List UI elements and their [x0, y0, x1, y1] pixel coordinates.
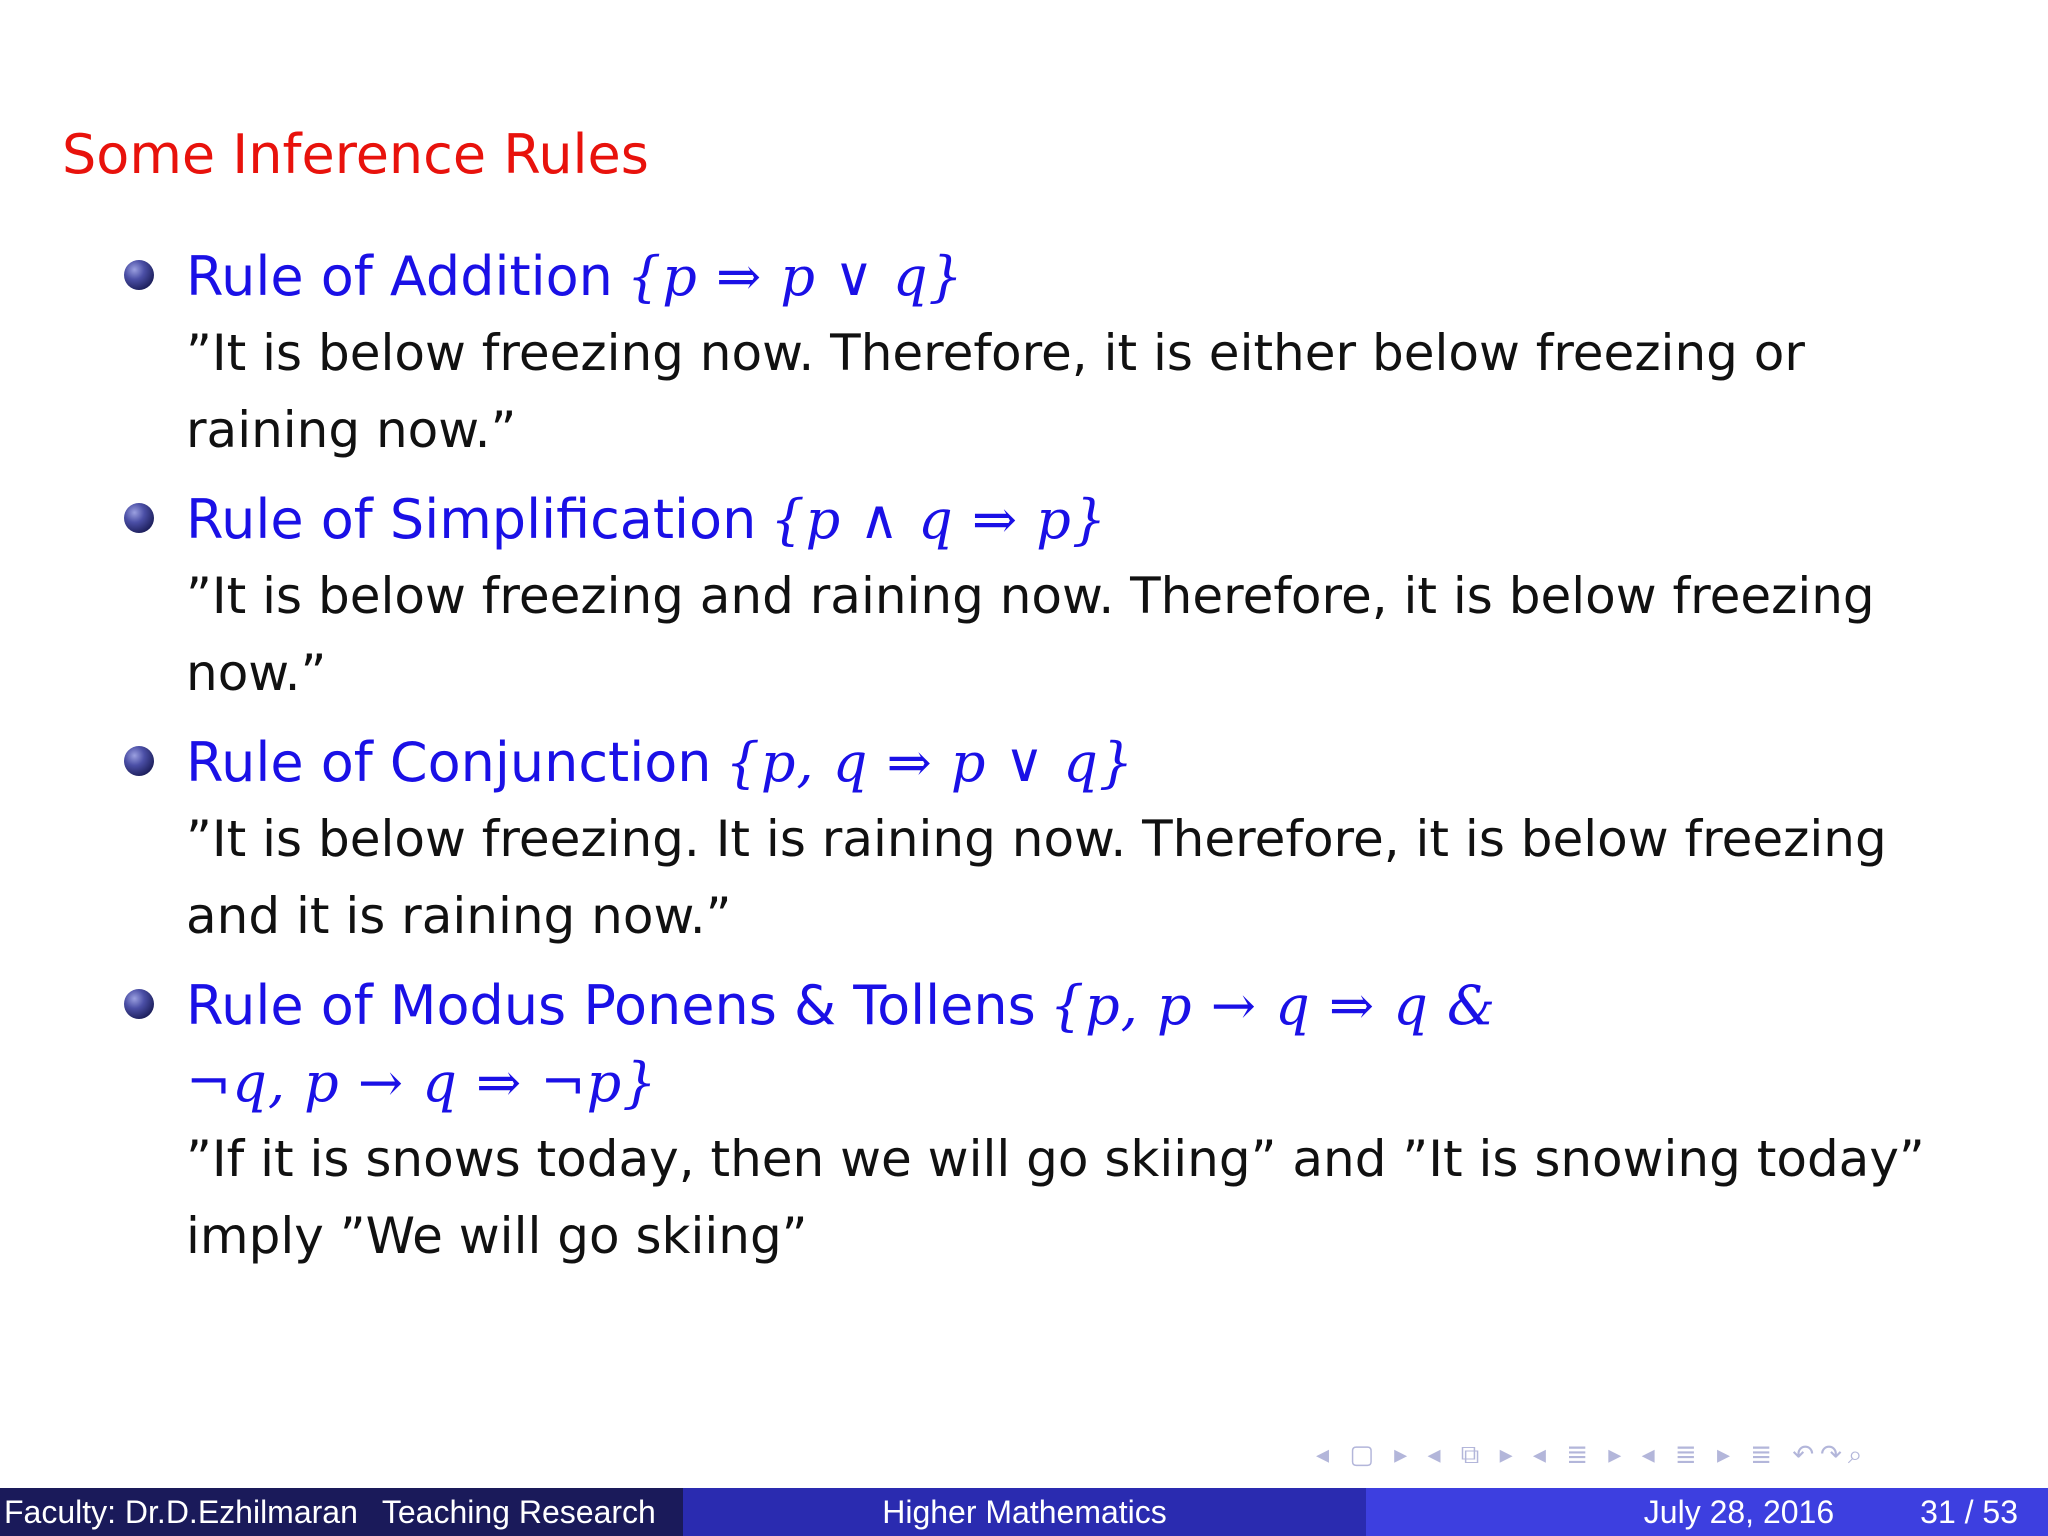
rule-formula: {p, p → q ⇒ q &	[1049, 974, 1497, 1037]
rule-heading	[186, 481, 2006, 558]
footer-author: Faculty: Dr.D.Ezhilmaran	[4, 1493, 358, 1530]
footer-institute: Teaching Research	[381, 1493, 656, 1530]
rule-example: ”It is below freezing now. Therefore, it is either below freezing or raining now.”	[186, 324, 1805, 459]
rule-heading	[186, 238, 2006, 315]
rule-list	[0, 238, 2048, 1287]
footer-title-segment	[683, 1488, 1366, 1536]
slide-title: Some Inference Rules	[62, 123, 649, 186]
rule-example: ”It is below freezing. It is raining now. Therefore, it is below freezing and it is raining now.”	[186, 810, 1887, 945]
rule-formula: {p ∧ q ⇒ p}	[770, 488, 1108, 551]
beamer-navigation-icons[interactable]: ◂ ▢ ▸ ◂ ⧉ ▸ ◂ ≣ ▸ ◂ ≣ ▸ ≣ ↶↷⌕	[1316, 1440, 1869, 1470]
list-item	[0, 238, 2006, 469]
rule-heading	[186, 967, 2006, 1044]
footer-date: July 28, 2016	[1643, 1493, 1835, 1530]
footer-course: Higher Mathematics	[882, 1493, 1167, 1530]
footer-date-segment	[1366, 1488, 2048, 1536]
footer-bar	[0, 1488, 2048, 1536]
rule-name: Rule of Simplification	[186, 488, 757, 551]
rule-example: ”It is below freezing and raining now. Therefore, it is below freezing now.”	[186, 567, 1875, 702]
bullet-icon	[124, 503, 154, 533]
bullet-icon	[124, 260, 154, 290]
rule-formula: {p ⇒ p ∨ q}	[626, 245, 964, 308]
rule-name: Rule of Conjunction	[186, 731, 712, 794]
rule-name: Rule of Modus Ponens & Tollens	[186, 974, 1036, 1037]
list-item	[0, 967, 2006, 1275]
list-item	[0, 724, 2006, 955]
bullet-icon	[124, 989, 154, 1019]
rule-heading	[186, 724, 2006, 801]
list-item	[0, 481, 2006, 712]
footer-author-segment	[0, 1488, 683, 1536]
rule-name: Rule of Addition	[186, 245, 613, 308]
footer-page-number: 31 / 53	[1920, 1493, 2018, 1530]
rule-example: ”If it is snows today, then we will go skiing” and ”It is snowing today” imply ”We will go skiing”	[186, 1130, 1925, 1265]
rule-formula: {p, q ⇒ p ∨ q}	[725, 731, 1135, 794]
rule-formula-continued: ¬q, p → q ⇒ ¬p}	[186, 1051, 658, 1114]
bullet-icon	[124, 746, 154, 776]
